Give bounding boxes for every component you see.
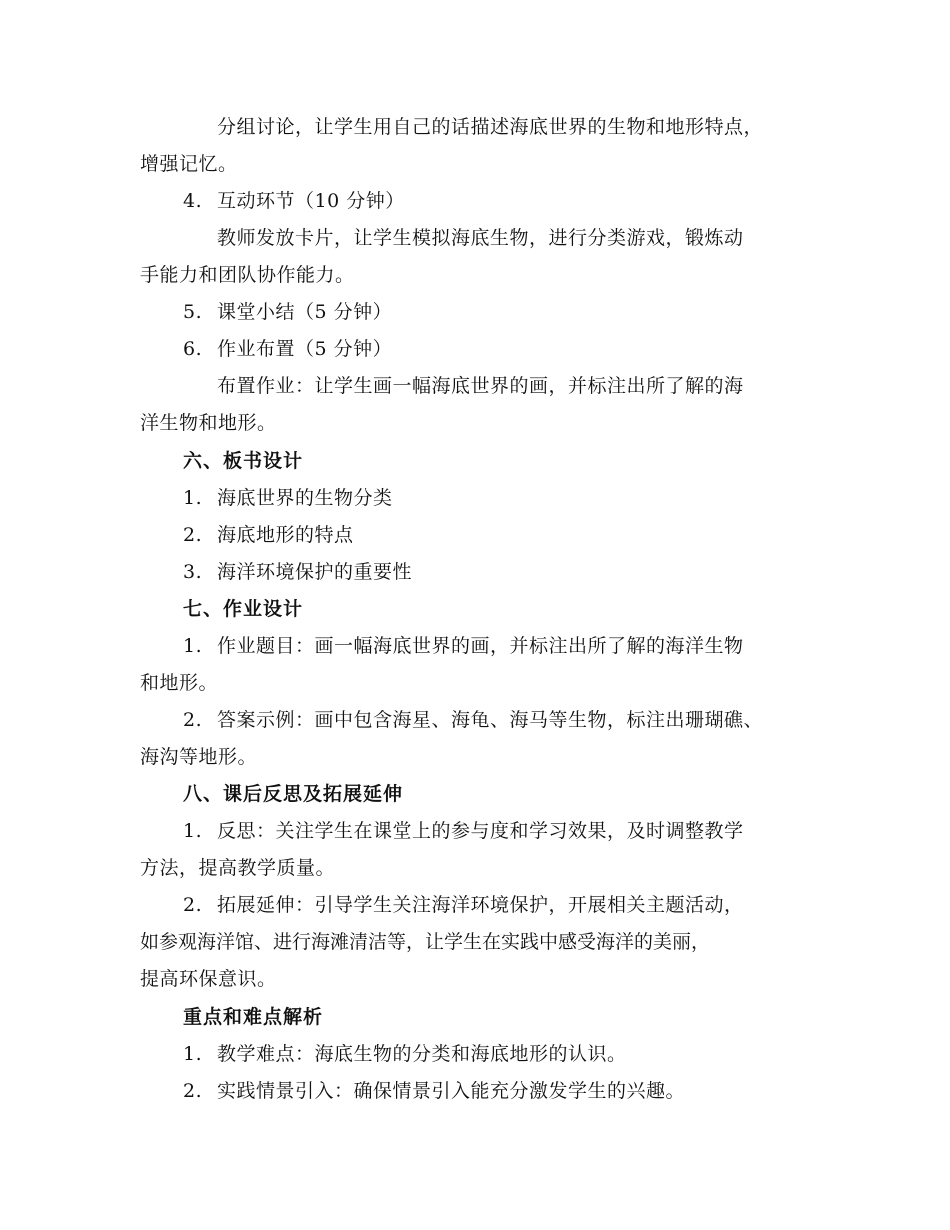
section-7-item-1-text: 作业题目：画一幅海底世界的画，并标注出所了解的海洋生物 bbox=[217, 635, 744, 657]
paragraph-homework-line-1: 布置作业：让学生画一幅海底世界的画，并标注出所了解的海 bbox=[217, 375, 744, 397]
section-7-item-1-line-2: 和地形。 bbox=[140, 672, 219, 694]
section-8-item-2-line-1 bbox=[183, 892, 744, 918]
section-7-item-1-number: 1. bbox=[183, 635, 203, 657]
section-6-item-1-number: 1. bbox=[183, 487, 203, 509]
step-4-title: 互动环节（10 分钟） bbox=[217, 190, 405, 212]
section-6-item-3 bbox=[183, 559, 412, 585]
section-6-item-2-number: 2. bbox=[183, 524, 203, 546]
section-6-item-3-text: 海洋环境保护的重要性 bbox=[217, 561, 413, 583]
section-6-item-2-text: 海底地形的特点 bbox=[217, 524, 354, 546]
step-5-title: 课堂小结（5 分钟） bbox=[217, 301, 393, 323]
section-7-item-1-line-1 bbox=[183, 633, 744, 659]
section-7-item-2-line-2: 海沟等地形。 bbox=[140, 746, 258, 768]
section-8-item-1-number: 1. bbox=[183, 820, 203, 842]
section-6-item-1-text: 海底世界的生物分类 bbox=[217, 487, 393, 509]
paragraph-interaction-line-1: 教师发放卡片，让学生模拟海底生物，进行分类游戏，锻炼动 bbox=[217, 227, 744, 249]
section-8-item-1-text: 反思：关注学生在课堂上的参与度和学习效果，及时调整教学 bbox=[217, 820, 744, 842]
section-6-item-2 bbox=[183, 522, 354, 548]
paragraph-interaction-line-2: 手能力和团队协作能力。 bbox=[140, 264, 355, 286]
step-6 bbox=[183, 336, 392, 362]
key-points-item-2 bbox=[183, 1078, 685, 1104]
step-5-number: 5. bbox=[183, 301, 203, 323]
step-5 bbox=[183, 299, 392, 325]
section-7-item-2-line-1 bbox=[183, 707, 763, 733]
paragraph-homework-line-2: 洋生物和地形。 bbox=[140, 412, 277, 434]
section-8-heading: 八、课后反思及拓展延伸 bbox=[183, 783, 404, 805]
section-8-item-1-line-1 bbox=[183, 818, 744, 844]
section-8-item-2-line-3: 提高环保意识。 bbox=[140, 968, 277, 990]
section-8-item-2-line-2: 如参观海洋馆、进行海滩清洁等，让学生在实践中感受海洋的美丽， bbox=[140, 931, 711, 953]
step-6-number: 6. bbox=[183, 338, 203, 360]
key-points-item-2-text: 实践情景引入：确保情景引入能充分激发学生的兴趣。 bbox=[217, 1080, 686, 1102]
key-points-item-1-text: 教学难点：海底生物的分类和海底地形的认识。 bbox=[217, 1043, 627, 1065]
key-points-item-2-number: 2. bbox=[183, 1080, 203, 1102]
section-6-heading: 六、板书设计 bbox=[183, 450, 304, 472]
key-points-item-1-number: 1. bbox=[183, 1043, 203, 1065]
section-8-item-2-text: 拓展延伸：引导学生关注海洋环境保护，开展相关主题活动， bbox=[217, 894, 744, 916]
section-8-item-2-number: 2. bbox=[183, 894, 203, 916]
section-7-heading: 七、作业设计 bbox=[183, 598, 304, 620]
step-6-title: 作业布置（5 分钟） bbox=[217, 338, 393, 360]
paragraph-discussion-line-1: 分组讨论，让学生用自己的话描述海底世界的生物和地形特点， bbox=[217, 116, 764, 138]
section-8-item-1-line-2: 方法，提高教学质量。 bbox=[140, 857, 336, 879]
step-4-number: 4. bbox=[183, 190, 203, 212]
section-7-item-2-text: 答案示例：画中包含海星、海龟、海马等生物，标注出珊瑚礁、 bbox=[217, 709, 764, 731]
section-6-item-1 bbox=[183, 485, 393, 511]
paragraph-discussion-line-2: 增强记忆。 bbox=[140, 153, 238, 175]
key-points-heading: 重点和难点解析 bbox=[183, 1006, 324, 1028]
section-6-item-3-number: 3. bbox=[183, 561, 203, 583]
key-points-item-1 bbox=[183, 1041, 627, 1067]
section-7-item-2-number: 2. bbox=[183, 709, 203, 731]
step-4 bbox=[183, 188, 405, 214]
